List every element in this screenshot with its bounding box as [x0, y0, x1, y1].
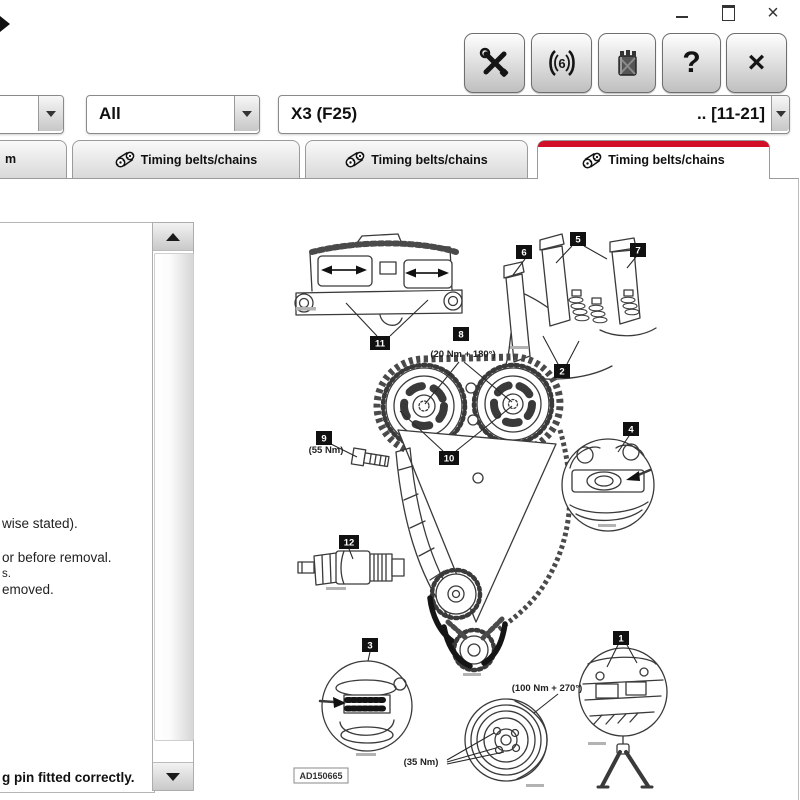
tools-icon: [478, 46, 512, 80]
help-button[interactable]: [662, 33, 721, 93]
tab-timing-belts-2[interactable]: [305, 140, 528, 178]
callout-5: [570, 232, 586, 246]
svg-text:3: 3: [367, 640, 373, 652]
svg-text:8: 8: [458, 329, 464, 341]
chevron-down-icon: [242, 111, 252, 117]
callout-8: [453, 327, 469, 341]
callout-11: [370, 336, 390, 350]
callout-10: [439, 451, 459, 465]
svg-text:6: 6: [557, 56, 566, 71]
callout-4: [623, 422, 639, 436]
model-value: X3 (F25): [291, 104, 358, 123]
close-icon: ×: [767, 2, 779, 24]
restore-button[interactable]: [716, 2, 740, 24]
close-icon: ×: [747, 46, 766, 79]
scroll-up-button[interactable]: [153, 223, 193, 251]
minimize-button[interactable]: [670, 2, 694, 24]
detail-circle-3: [320, 661, 412, 756]
svg-text:4: 4: [628, 424, 634, 436]
detail-circle-1: [579, 648, 667, 787]
torque-crank-label: (100 Nm + 270°): [511, 683, 583, 694]
scrollbar-thumb[interactable]: [154, 253, 194, 741]
torque-cam-label: (20 Nm + 180°): [430, 349, 496, 360]
tab-label: m: [5, 152, 17, 166]
svg-text:11: 11: [374, 338, 386, 350]
callout-7: [630, 243, 646, 257]
svg-text:2: 2: [559, 366, 565, 378]
minimize-icon: [676, 16, 688, 18]
instruction-footer: g pin fitted correctly.: [2, 770, 135, 785]
instructions-panel: [0, 222, 155, 793]
group-dropdown[interactable]: [86, 95, 260, 134]
svg-text:7: 7: [635, 245, 641, 257]
panel-scrollbar[interactable]: [152, 222, 194, 791]
svg-text:12: 12: [343, 537, 355, 549]
close-app-button[interactable]: [726, 33, 787, 93]
group-value: All: [99, 104, 121, 123]
chevron-down-icon: [776, 111, 786, 117]
timing-chain-icon: [115, 151, 136, 168]
model-year-range: .. [11-21]: [696, 104, 765, 123]
camshaft-module-figure: [295, 234, 462, 325]
tools-button[interactable]: [464, 33, 525, 93]
chevron-down-icon: [46, 111, 56, 117]
tab-timing-belts-1[interactable]: [72, 140, 300, 178]
oil-can-icon: [610, 46, 644, 80]
tab-timing-belts-active[interactable]: [537, 140, 770, 179]
callout-2: [554, 364, 570, 378]
instruction-line: or before removal.: [2, 550, 112, 565]
turn-count-button[interactable]: [531, 33, 592, 93]
brand-dropdown-arrow[interactable]: [38, 96, 63, 131]
tab-label: Timing belts/chains: [140, 152, 258, 167]
model-dropdown[interactable]: [278, 95, 790, 134]
group-dropdown-arrow[interactable]: [234, 96, 259, 131]
triangle-down-icon: [166, 773, 180, 781]
timing-chain-diagram: [280, 218, 792, 796]
figure-code: [294, 768, 348, 783]
brand-dropdown[interactable]: [0, 95, 64, 134]
svg-text:6: 6: [521, 247, 527, 259]
instruction-line: s.: [2, 568, 11, 580]
chain-tensioner-figure: [298, 551, 404, 590]
svg-text:5: 5: [575, 234, 581, 246]
oil-can-button[interactable]: [598, 33, 656, 93]
active-tab-stripe: [538, 141, 769, 147]
triangle-up-icon: [166, 233, 180, 241]
help-icon: ?: [682, 46, 701, 79]
callout-12: [339, 535, 359, 549]
callout-9: [316, 431, 332, 445]
titlebar: [0, 0, 800, 28]
detail-circle-4: [562, 439, 654, 531]
restore-icon: [722, 5, 735, 21]
instruction-line: wise stated).: [2, 516, 78, 531]
timing-chain-icon: [582, 152, 603, 169]
svg-text:AD150665: AD150665: [299, 771, 343, 781]
callout-6: [516, 245, 532, 259]
svg-text:9: 9: [321, 433, 327, 445]
tab-partial[interactable]: [0, 140, 67, 178]
instruction-line: emoved.: [2, 582, 54, 597]
svg-text:10: 10: [443, 453, 455, 465]
svg-text:1: 1: [618, 633, 624, 645]
model-dropdown-arrow[interactable]: [771, 96, 789, 131]
torque-pulley-label: (35 Nm): [403, 757, 439, 768]
tab-label: Timing belts/chains: [608, 153, 725, 167]
callout-1: [613, 631, 629, 645]
window-edge-mark: [0, 16, 10, 32]
callout-3: [362, 638, 378, 652]
scroll-down-button[interactable]: [153, 762, 193, 790]
torque-tensioner-label: (55 Nm): [308, 445, 344, 456]
main-chain-assembly: [351, 357, 569, 676]
rotation-icon: [545, 46, 579, 80]
tab-label: Timing belts/chains: [371, 152, 488, 167]
close-window-button[interactable]: [761, 2, 785, 24]
timing-chain-icon: [345, 151, 366, 168]
